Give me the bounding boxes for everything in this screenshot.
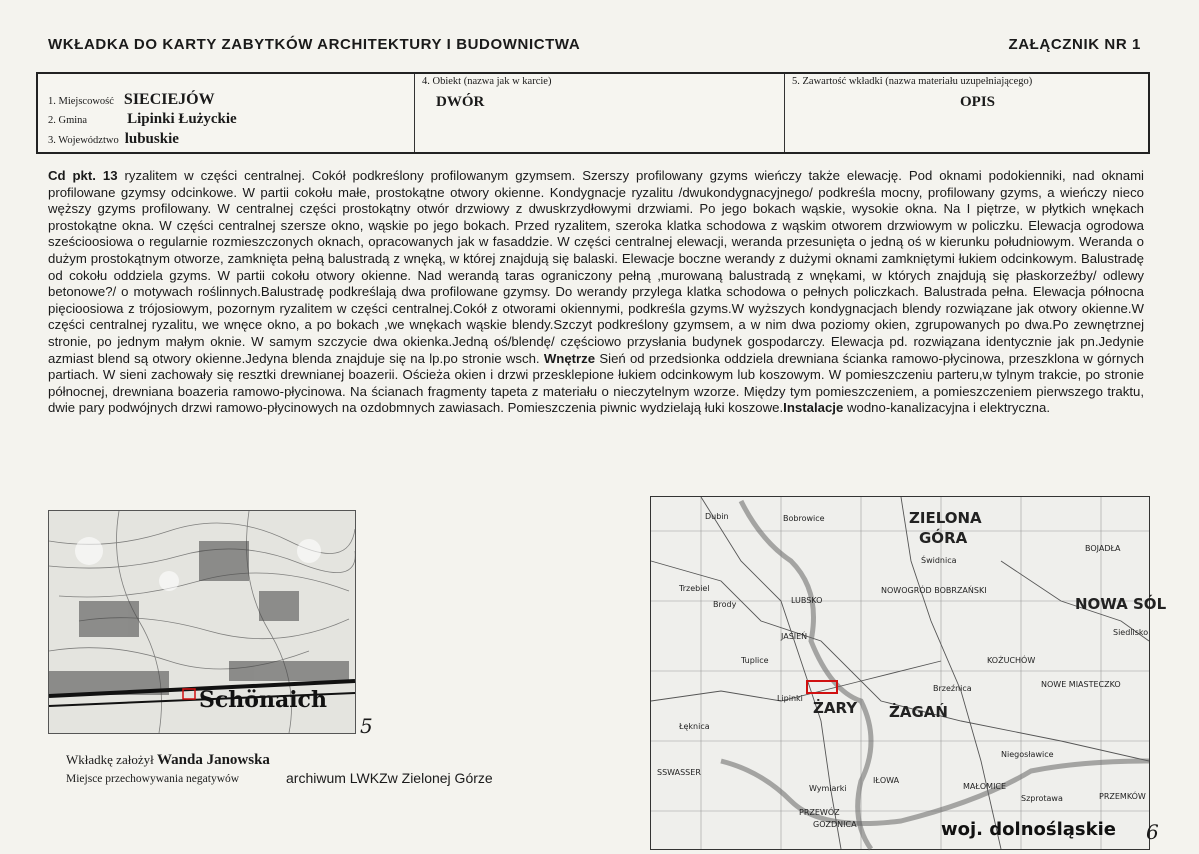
map-place-19: Siedlisko (1113, 628, 1149, 637)
voivodeship-label: 3. Województwo (48, 135, 119, 146)
map-place-13: Niegosławice (1001, 750, 1054, 759)
locality-value: SIECIEJÓW (123, 91, 215, 108)
annex-label: ZAŁĄCZNIK NR 1 (1008, 36, 1141, 53)
author-name: Wanda Janowska (156, 752, 270, 768)
map-place-15: PRZEWÓZ (799, 808, 840, 817)
historic-map-drawing (49, 511, 355, 733)
contents-cell (784, 74, 1148, 152)
map-place-20: Dubin (705, 512, 729, 521)
map-place-21: Trzebiel (679, 584, 710, 593)
voivodeship-row (48, 130, 179, 148)
map-place-3: ŻAGAŃ (889, 703, 948, 721)
map-place-28: IŁOWA (873, 776, 900, 785)
map-place-23: SSWASSER (657, 768, 701, 777)
description-part-3: wodno-kanalizacyjna i elektryczna. (843, 400, 1051, 416)
map-place-11: KOŻUCHÓW (987, 656, 1036, 665)
interior-heading: Wnętrze (543, 350, 596, 366)
description-text (48, 168, 1144, 417)
map-place-4: ŻARY (813, 699, 858, 717)
description-part-1: ryzalitem w części centralnej. Cokół podkreślony profilowanym gzymsem. Szerszy profilowany gzyms wieńczy także elewację. Pod oknami podokienniki, nad oknami profilowane gzymsy odcinkowe. W partii cokołu małe, prostokątne otwory okienne. Kondygnacje ryzalitu /dwukondygnacyjnego/ podkreśla mocny, profilowany gzyms, a wieńczy nieco węższy gzyms profilowany. W centralnej części prostokątny otwór drzwiowy z dwuskrzydłowymi drzwiami. Po jego bokach wąskie, wysokie okna. Na I piętrze, w płytkich wnękach prostokątne okna. W części centralnej szersze okno, wąskie po jego bokach. Przed ryzalitem, szeroka klatka schodowa z wąskim otworem drzwiowym w policzku. Elewacja ogrodowa sześcioosiowa o regularnie rozmieszczonych oknach, opracowanych jak w fasaddzie. W części centralnej elewacji, weranda przesunięta o jedną oś w kierunku południowym. Weranda o dużym prostokątnym otworze, zamknięta pełną balustradą z wnęką, w której znajdują się balaski. Elewacje boczne werandy z dużymi oknami zamkniętymi łukiem odcinkowym. Balustradę od cokołu oddziela gzyms. W partii cokołu otwory okienne. Nad werandą taras ograniczony pełną ,murowaną balustradą z wnękami, w których znajdują się płaskorzeźby/ odlewy betonowe?/ o motywach roślinnych.Balustradę podkreślają dwa profilowane gzymsy. Do werandy przylega klatka schodowa o pełnych policzkach. Balustrada pełna. Elewacja północna pięcioosiowa z trójosiowym, pozornym ryzalitem w części centralnej.Cokół z otworami okiennymi, podkreśla gzyms.W wyższych kondygnacjach blendy rozwiązane jak otwory okienne.W części centralnej ryzalitu, we wnęce okno, a po bokach ,we wnękach wąskie blendy.Szczyt podkreślony gzymsem, a w nim dwa poziomy okien, zgrupowanych po dwa.Po zewnętrznej stronie, po jednym małym oknie. W samym szczycie dwa okienka.Jedną oś/blendę/ częściowo przysłania budynek gospodarczy. Elewacja pd. rozwiązana identycznie jak pn.Jedynie azmiast blend są otwory okienne.Jedyna blenda znajduje się na lp.po stronie wsch. (48, 168, 1144, 366)
object-cell (414, 74, 785, 152)
storage-value: archiwum LWKZw Zielonej Górze (286, 770, 493, 786)
card-title: WKŁADKA DO KARTY ZABYTKÓW ARCHITEKTURY I BUDOWNICTWA (48, 36, 581, 53)
commune-value: Lipinki Łużyckie (127, 111, 237, 127)
object-label: 4. Obiekt (nazwa jak w karcie) (422, 76, 552, 87)
map-place-24: NOWOGRÓD BOBRZAŃSKI (881, 586, 987, 595)
author-label: Wkładkę założył (66, 752, 154, 767)
contents-value: OPIS (960, 94, 996, 110)
map-place-22: Łęknica (679, 722, 710, 731)
commune-label: 2. Gmina (48, 115, 88, 126)
commune-row (48, 110, 237, 128)
locality-label: 1. Miejscowość (48, 96, 114, 107)
map-place-25: Świdnica (921, 556, 957, 565)
map-place-8: Brody (713, 600, 737, 609)
historic-map-label: Schönaich (199, 687, 327, 713)
map-place-0: ZIELONA (909, 509, 982, 527)
installations-heading: Instalacje (783, 400, 844, 416)
page-number-5: 5 (360, 714, 373, 738)
region-map-drawing (651, 497, 1167, 849)
object-value: DWÓR (436, 94, 485, 110)
continuation-lead: Cd pkt. 13 (48, 168, 118, 183)
map-place-18: BOJADŁA (1085, 544, 1121, 553)
region-label: woj. dolnośląskie (941, 819, 1116, 840)
form-header-table (36, 72, 1150, 154)
map-place-9: LUBSKO (791, 596, 823, 605)
map-place-2: NOWA SÓL (1075, 595, 1167, 613)
locality-row (48, 91, 215, 109)
storage-label: Miejsce przechowywania negatywów (66, 773, 240, 785)
voivodeship-value: lubuskie (124, 131, 179, 147)
map-place-27: Szprotawa (1021, 794, 1063, 803)
map-place-26: NOWE MIASTECZKO (1041, 680, 1121, 689)
region-map-image (650, 496, 1167, 850)
page-number-6: 6 (1146, 820, 1159, 844)
historic-map-image (48, 510, 356, 734)
map-place-29: PRZEMKÓW (1099, 792, 1146, 801)
map-place-1: GÓRA (919, 529, 968, 547)
location-cell (38, 74, 415, 152)
map-place-16: GOZDNICA (813, 820, 857, 829)
author-line (66, 752, 270, 769)
map-place-17: MAŁOMICE (963, 782, 1007, 791)
map-place-7: Lipinki (777, 694, 803, 703)
map-place-6: Tuplice (741, 656, 769, 665)
map-place-12: Brzeźnica (933, 684, 972, 693)
contents-label: 5. Zawartość wkładki (nazwa materiału uzupełniającego) (792, 76, 1033, 87)
map-place-14: Wymiarki (809, 784, 847, 793)
map-place-5: JASIEŃ (781, 632, 808, 641)
map-place-10: Bobrowice (783, 514, 825, 523)
description-part-2: Sień od przedsionka oddziela drewniana ścianka ramowo-płycinowa, przeszklona w górnych partiach. W sieni zachowały się resztki drewnianej boazerii. Ościeża okien i drzwi przesklepione łukiem odcinkowym lub koszowym. W pomieszczeniu parteru,w tylnym trakcie, po stronie północnej, drewniana boazeria ramowo-płycinowa. Na ścianach fragmenty tapeta z materiału o nieczytelnym wzorze. Między tym pomieszczeniem, a pomieszczeniem pierwszego traktu, dwie pary podwójnych drzwi ramowo-płycinowych na ozdobmnych zawiasach. Pomieszczenia piwnic wydzielają łuki koszowe. (48, 350, 1144, 416)
